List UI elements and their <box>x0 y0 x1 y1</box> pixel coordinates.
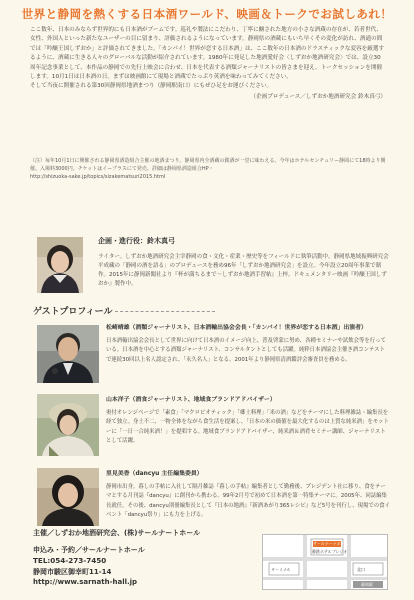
guest-bio-3: 静岡市出身。暮しの手帖に入社して隔月雑誌『暮しの手帖』編集者として勤務後、プレジデント社に移り、食をテーマとする月刊誌『dancyu』に創刊から携わる。99年2月号で初めて日本酒を第一特集テーマに。2005年、同誌編集長就任。その後、dancyu別冊編集長として『日本の地酒』『新酒あがり365レシピ』など5号を刊行し、現場での食イベント「dancyu祭り」にも力を上げる。 <box>106 484 390 519</box>
guest-bio-2: 奥付オレンジページで「素食」「マクロビオティック」「郷土料理」「米の酒」などをテーマにした料理雑誌・編集長を経て独立。身土不二、一物全体をながら食生活を提案し、「日本の米の価値を最大化するのは上質な純米酒」をモットーに「一日一合純米酒！」を提唱する。地域食ブランドアドバイザー、純米酒＆酒肴セミナー講師、ジャーナリストとして活躍。 <box>106 410 389 445</box>
map-label-north: 北口 <box>357 567 365 572</box>
intro-signature: （企画プロデュース／しずおか地酒研究会 鈴木真弓） <box>250 93 386 100</box>
phone-number[interactable]: TEL:054-273-7450 <box>33 556 107 565</box>
map-label-bldg: 静鉄ホテルプレジオ <box>312 549 348 554</box>
reservation-text: 申込み・予約／サールナートホール <box>33 546 145 554</box>
intro-paragraph: ここ数年、日本のみならず世界的にも日本酒がブームです。巡礼や製法にこだわり、丁寧に醸された地方の小さな酒蔵の存在が、若者世代、女性、外国人といった新たなユーザーの目に留まり、評価されるようになっています。静岡県の酒蔵にもいち早くその変化が訪れ、酒通の間では「吟醸王国しずおか」と評価されてきました。「カンパイ！世界が恋する日本酒」は、ここ数年の日本酒のドラスティックな変容を厳選するように、酒蔵に生きる人々のグローバルな活動が紹介されています。1980年に発足した地酒愛好会〈しずおか地酒研究会〉では、設立30周年記念事業として、本作品の静岡での先行上映会に合わせ、日本を代表する酒類ジャーナリストの皆さまを迎え、トークセッションを開催します。10月1日は日本酒の日。まずは映画館にて現場と酒蔵でたっぷり英酒を味わってみてください。 <box>30 27 385 81</box>
guest-bio-1: 日本酒輸出協会会長として世界に向けて日本酒のイメージ向上、普及啓蒙に努め、各種セミナーや試飲会等を行っている。日本酒を中心とする酒類ジャーナリスト、コンサルタントとしても活躍。純粋日本酒協会主催き酒コンテストで連続30回以上名人認定され、「永久名人」となる。2001年より静岡県清酒鑑評会審査員を務める。 <box>106 338 386 363</box>
guest-heading-1: 松崎晴雄（酒類ジャーナリスト、日本酒輸出協会会長・「カンパイ！世界が恋する日本酒」出演者） <box>106 325 367 331</box>
guest-profile-2 <box>30 394 390 458</box>
heading-rule <box>115 311 215 312</box>
planner-block <box>30 231 389 293</box>
organizer-text: 主催／しずおか地酒研究会、(株)サールナートホール <box>33 529 201 537</box>
venue-url-link[interactable]: http://www.sarnath-hall.jp <box>33 578 138 586</box>
guest-heading-2: 山本洋子（酒食ジャーナリスト、地域食ブランドアドバイザー） <box>106 397 276 403</box>
intro-text <box>30 26 386 102</box>
planner-bio: ライター。しずおか地酒研究会主宰静岡の食・文化・産業・歴史等をフィールドに執筆活動中。静岡県地域振興研究会平成藏の「静岡の酒を語る」のプロデュースを務め96年「しずおか地酒研究会」を設立。今年設立20周年事業で制作。2015年に静岡新聞社より『杯が満ちるまで〜しずおか地酒手習帖』上梓。ドキュメンタリー映画『吟醸王国しずおか』製作中。 <box>98 254 389 287</box>
guest-profile-3 <box>30 468 390 528</box>
guest-section-title: ゲストプロフィール <box>33 307 113 317</box>
venue-address: 静岡市駿区御幸町11-14 <box>33 568 112 576</box>
map-label-park: ターミナル <box>271 567 291 572</box>
note-text: （注）毎年10月1日に開催される静岡県酒造組合主催の地酒まつり。静岡県内全酒蔵の銘酒が一堂に味わえる。今年はホテルセンチュリー静岡にて18時より開催。入場料3000円。チケットはイープラスにて発売。詳細は静岡県酒造組合HP・ <box>30 158 386 172</box>
map-label-station: 静岡駅 <box>361 582 373 587</box>
guest-photo-1 <box>37 325 99 383</box>
guest-photo-3 <box>37 468 99 526</box>
guest-profile-1 <box>30 322 390 386</box>
page-title: 世界と静岡を熱くする日本酒ワールド、映画＆トークでお試しあれ！ <box>21 7 393 21</box>
map-label-hall: サールナートホール <box>313 541 349 546</box>
guest-section-heading <box>33 304 215 317</box>
guest-photo-2 <box>37 394 99 456</box>
venue-map <box>262 534 388 590</box>
festival-note <box>30 157 386 181</box>
guest-heading-3: 里見美香（dancyu 主任編集委員） <box>106 471 203 477</box>
planner-heading: 企画・進行役：鈴木真弓 <box>98 237 175 245</box>
note-url: http://shizuoka-sake.jp/topics/sizakematsuri2015.html <box>30 174 166 180</box>
intro-paragraph: そして当夜に開催される第30回静岡県地酒まつり（静岡駅南口）にもぜひ足をお運びください。 <box>30 83 273 90</box>
planner-photo <box>37 237 83 293</box>
